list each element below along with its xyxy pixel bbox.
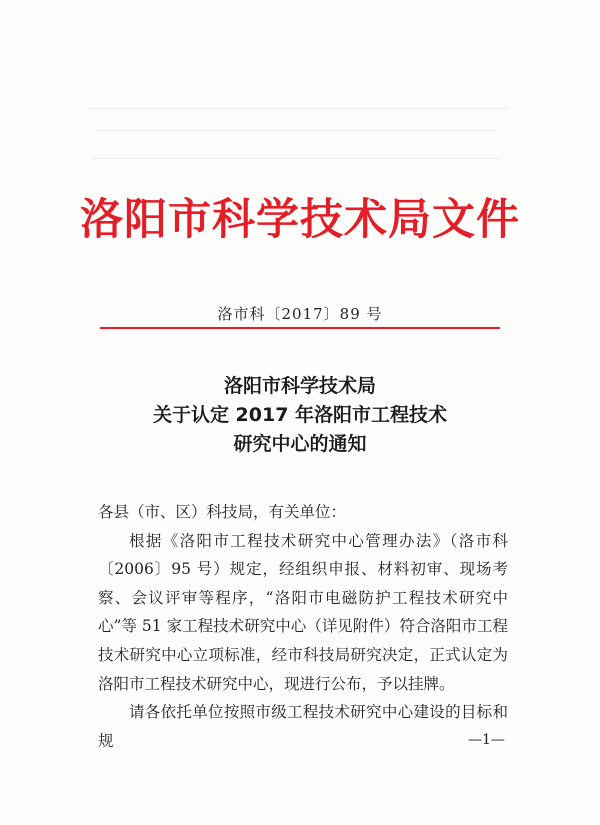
body-paragraph-2: 请各依托单位按照市级工程技术研究中心建设的目标和规 [98,703,508,750]
notice-title-line-2: 关于认定 2017 年洛阳市工程技术 [152,404,448,426]
notice-title-line-3: 研究中心的通知 [233,433,367,455]
notice-title-line-1: 洛阳市科学技术局 [223,375,376,397]
red-divider-line [100,327,500,329]
page-number: —1— [468,732,505,748]
body-paragraph-1: 根据《洛阳市工程技术研究中心管理办法》（洛市科〔2006〕95 号）规定，经组织申报、材料初审、现场考察、会议评审等程序，“洛阳市电磁防护工程技术研究中心”等 51 家工程技术研究中心（详见附件）符合洛阳市工程技术研究中心立项标准，经市科技局研究决定，正式认定为洛阳市工程技术研究中心，现进行公布，予以挂牌。 [98,531,508,693]
scan-artifact-line [92,158,502,159]
salutation: 各县（市、区）科技局，有关单位： [98,503,347,521]
notice-body [98,498,508,755]
document-header-title: 洛阳市科学技术局文件 [80,195,520,245]
notice-title [0,372,600,459]
scan-artifact-line [88,108,508,109]
scan-artifact-line [96,130,496,131]
document-number: 洛市科〔2017〕89 号 [217,305,383,323]
